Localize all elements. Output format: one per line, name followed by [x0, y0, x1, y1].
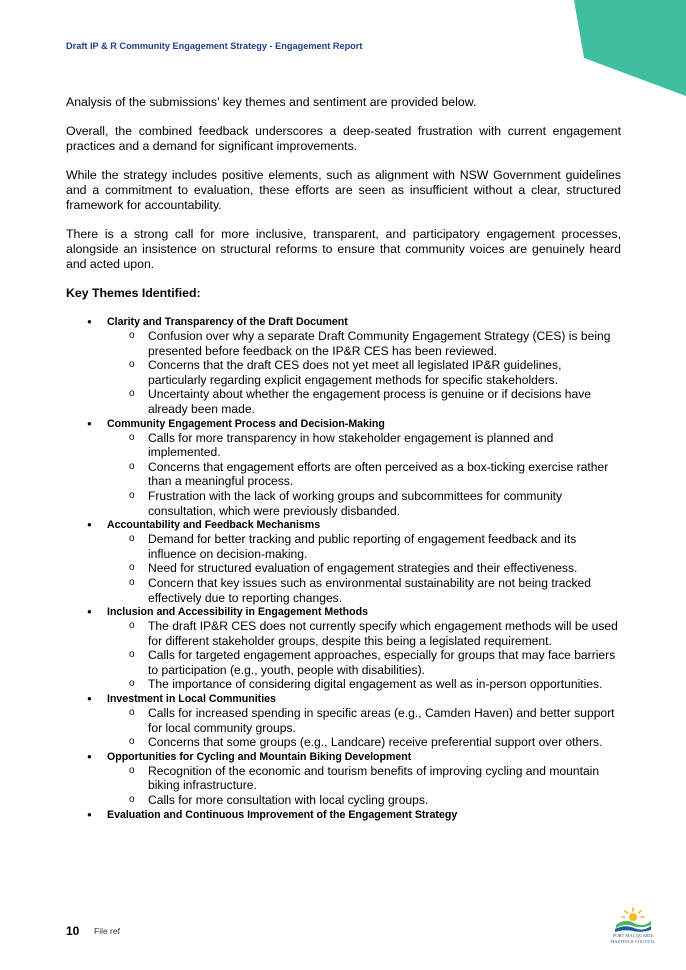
file-ref: File ref	[94, 926, 120, 936]
sub-bullet-icon: o	[129, 620, 135, 632]
council-logo-icon	[613, 907, 653, 933]
theme-point-text: The draft IP&R CES does not currently specify which engagement methods will be used for different stakeholder groups, despite this being a legislated requirement.	[148, 619, 618, 648]
bullet-icon: ●	[87, 317, 92, 326]
page-number: 10	[66, 924, 80, 938]
sub-bullet-icon: o	[129, 678, 135, 690]
bullet-icon: ●	[87, 418, 92, 428]
bullet-icon: ●	[87, 520, 92, 530]
theme-point-text: Need for structured evaluation of engagement strategies and their effectiveness.	[148, 561, 578, 576]
theme-point-text: Calls for targeted engagement approaches, especially for groups that may face barriers to participation (e.g., youth, people with disabilities).	[148, 648, 616, 677]
theme-point	[129, 329, 621, 358]
document-header: Draft IP & R Community Engagement Strategy - Engagement Report	[66, 41, 363, 51]
theme-point	[129, 735, 621, 750]
theme-item	[66, 808, 621, 822]
themes-list	[66, 315, 621, 822]
theme-point-text: The importance of considering digital engagement as well as in-person opportunities.	[148, 677, 603, 692]
theme-point-text: Calls for more consultation with local cycling groups.	[148, 793, 429, 808]
theme-points	[107, 619, 621, 692]
sub-bullet-icon: o	[129, 562, 135, 574]
theme-point-text: Concern that key issues such as environmental sustainability are not being tracked effectively due to reporting changes.	[148, 575, 592, 605]
sub-bullet-icon: o	[129, 431, 135, 443]
sub-bullet-icon: o	[129, 764, 135, 776]
theme-title: Opportunities for Cycling and Mountain Biking Development	[107, 750, 412, 763]
theme-point	[129, 358, 621, 387]
theme-point-text: Concerns that the draft CES does not yet meet all legislated IP&R guidelines, particularly regarding explicit engagement methods for specific stakeholders.	[148, 358, 562, 387]
theme-title: Community Engagement Process and Decision-Making	[107, 417, 385, 430]
theme-item	[66, 750, 621, 808]
theme-point	[129, 387, 621, 416]
bullet-icon: ●	[87, 809, 92, 819]
theme-point	[129, 430, 621, 460]
theme-point-text: Recognition of the economic and tourism benefits of improving cycling and mountain biking infrastructure.	[148, 763, 600, 793]
theme-point-text: Calls for more transparency in how stakeholder engagement is planned and implemented.	[148, 430, 554, 460]
sub-bullet-icon: o	[129, 533, 135, 545]
theme-title: Evaluation and Continuous Improvement of the Engagement Strategy	[107, 808, 458, 821]
intro-paragraph: While the strategy includes positive elements, such as alignment with NSW Government guidelines and a commitment to evaluation, these efforts are seen as insufficient without a clear, structured framework for accountability.	[66, 168, 621, 212]
themes-heading: Key Themes Identified:	[66, 286, 201, 300]
sub-bullet-icon: o	[129, 649, 135, 661]
sub-bullet-icon: o	[129, 330, 135, 341]
theme-point	[129, 648, 621, 677]
theme-point	[129, 532, 621, 561]
sub-bullet-icon: o	[129, 707, 135, 719]
theme-point	[129, 561, 621, 576]
sub-bullet-icon: o	[129, 460, 135, 472]
theme-points	[107, 764, 621, 808]
theme-title: Accountability and Feedback Mechanisms	[107, 519, 321, 532]
corner-decoration	[566, 0, 686, 96]
sub-bullet-icon: o	[129, 388, 135, 400]
bullet-icon: ●	[87, 751, 92, 761]
theme-point	[129, 763, 621, 793]
theme-point-text: Uncertainty about whether the engagement process is genuine or if decisions have already been made.	[148, 387, 592, 416]
sub-bullet-icon: o	[129, 576, 135, 588]
theme-point-text: Demand for better tracking and public reporting of engagement feedback and its influence on decision-making.	[148, 532, 577, 561]
intro-paragraph: There is a strong call for more inclusive, transparent, and participatory engagement processes, alongside an insistence on structural reforms to ensure that community voices are genuinely heard and acted upon.	[66, 227, 621, 271]
theme-points	[107, 329, 621, 417]
intro-paragraph: Overall, the combined feedback underscores a deep-seated frustration with current engagement practices and a demand for significant improvements.	[66, 124, 621, 153]
theme-point	[129, 706, 621, 735]
theme-point	[129, 793, 621, 808]
council-logo	[608, 907, 658, 945]
theme-item	[66, 315, 621, 417]
bullet-icon: ●	[87, 607, 92, 617]
theme-point	[129, 619, 621, 648]
theme-point	[129, 488, 621, 518]
page-content	[66, 95, 621, 822]
sub-bullet-icon: o	[129, 359, 135, 371]
sub-bullet-icon: o	[129, 736, 135, 748]
theme-title: Investment in Local Communities	[107, 693, 276, 706]
theme-point	[129, 459, 621, 489]
logo-line-1: PORT MACQUARIE	[612, 933, 654, 938]
theme-points	[107, 431, 621, 519]
theme-point	[129, 677, 621, 692]
theme-point	[129, 575, 621, 605]
theme-points	[107, 532, 621, 605]
theme-point-text: Frustration with the lack of working groups and subcommittees for community consultation, which were previously disbanded.	[148, 488, 563, 518]
theme-points	[107, 706, 621, 750]
theme-item	[66, 692, 621, 750]
theme-item	[66, 605, 621, 692]
theme-point-text: Calls for increased spending in specific areas (e.g., Camden Haven) and better support for local community groups.	[148, 706, 615, 735]
intro-section	[66, 95, 621, 272]
sub-bullet-icon: o	[129, 489, 135, 501]
theme-title: Clarity and Transparency of the Draft Document	[107, 316, 348, 328]
theme-item	[66, 518, 621, 605]
theme-title: Inclusion and Accessibility in Engagement Methods	[107, 606, 368, 619]
theme-item	[66, 417, 621, 519]
theme-point-text: Confusion over why a separate Draft Community Engagement Strategy (CES) is being presented before feedback on the IP&R CES has been reviewed.	[148, 329, 611, 358]
sub-bullet-icon: o	[129, 794, 135, 806]
theme-point-text: Concerns that engagement efforts are often perceived as a box-ticking exercise rather than a meaningful process.	[148, 459, 609, 489]
logo-line-2: HASTINGS COUNCIL	[610, 939, 656, 944]
intro-paragraph: Analysis of the submissions’ key themes and sentiment are provided below.	[66, 95, 477, 109]
bullet-icon: ●	[87, 694, 92, 704]
theme-point-text: Concerns that some groups (e.g., Landcare) receive preferential support over others.	[148, 735, 603, 750]
